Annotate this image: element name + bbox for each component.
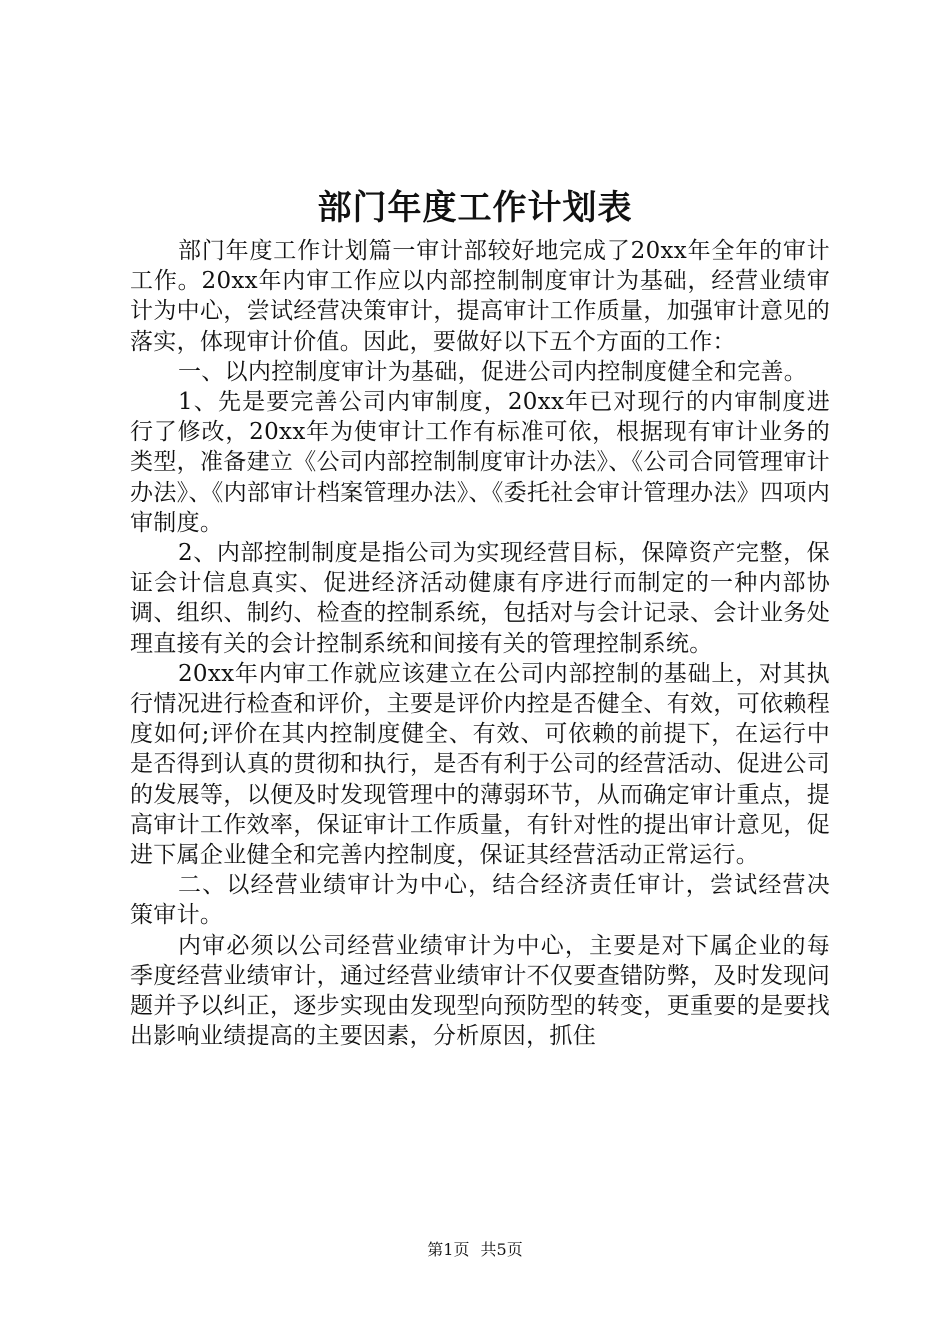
paragraph-section-two-heading: 二、以经营业绩审计为中心，结合经济责任审计，尝试经营决策审计。: [130, 872, 830, 929]
paragraph-section-one-heading: 一、以内控制度审计为基础，促进公司内控制度健全和完善。: [178, 358, 808, 385]
page-total: 共5页: [480, 1240, 523, 1259]
page-footer: [0, 1238, 950, 1262]
paragraph-intro: 部门年度工作计划篇一审计部较好地完成了20xx年全年的审计工作。20xx年内审工作应以内部控制制度审计为基础，经营业绩审计为中心，尝试经营决策审计，提高审计工作质量，加强审计意见的落实，体现审计价值。因此，要做好以下五个方面的工作：: [130, 238, 830, 355]
document-body: [130, 236, 830, 1051]
paragraph-item-2: 2、内部控制制度是指公司为实现经营目标，保障资产完整，保证会计信息真实、促进经济活动健康有序进行而制定的一种内部协调、组织、制约、检查的控制系统，包括对与会计记录、会计业务处理直接有关的会计控制系统和间接有关的管理控制系统。: [130, 540, 830, 657]
paragraph-performance-audit: 内审必须以公司经营业绩审计为中心，主要是对下属企业的每季度经营业绩审计，通过经营业绩审计不仅要查错防弊，及时发现问题并予以纠正，逐步实现由发现型向预防型的转变，更重要的是要找出影响业绩提高的主要因素，分析原因，抓住: [130, 932, 830, 1050]
paragraph-internal-audit: 20xx年内审工作就应该建立在公司内部控制的基础上，对其执行情况进行检查和评价，主要是评价内控是否健全、有效，可依赖程度如何;评价在其内控制度健全、有效、可依赖的前提下，在运行中是否得到认真的贯彻和执行，是否有利于公司的经营活动、促进公司的发展等，以便及时发现管理中的薄弱环节，从而确定审计重点，提高审计工作效率，保证审计工作质量，有针对性的提出审计意见，促进下属企业健全和完善内控制度，保证其经营活动正常运行。: [130, 660, 830, 869]
page-number: 第1页: [427, 1240, 470, 1259]
document-title: 部门年度工作计划表: [317, 188, 633, 228]
paragraph-item-1: 1、先是要完善公司内审制度，20xx年已对现行的内审制度进行了修改，20xx年为使审计工作有标准可依，根据现有审计业务的类型，准备建立《公司内部控制制度审计办法》、《公司合同管理审计办法》、《内部审计档案管理办法》、《委托社会审计管理办法》四项内审制度。: [130, 389, 830, 536]
